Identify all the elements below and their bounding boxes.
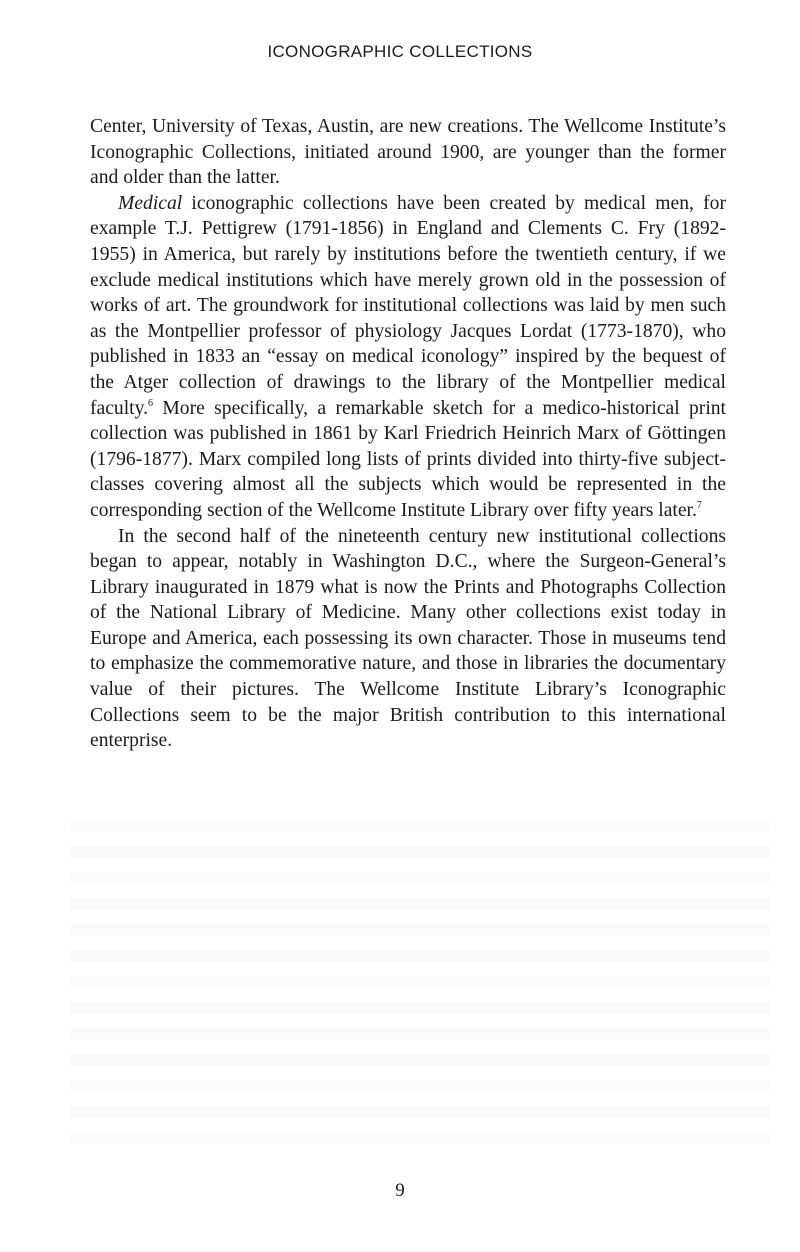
paragraph-3 bbox=[90, 524, 726, 754]
paragraph-1 bbox=[90, 114, 726, 191]
body-text bbox=[90, 114, 726, 754]
footnote-marker-6: 6 bbox=[148, 397, 154, 409]
page-number: 9 bbox=[395, 1180, 405, 1201]
paragraph-2-text-part-1: iconographic collections have been created by medical men, for example T.J. Pettigrew (1791-1856) in England and Clements C. Fry (1892-1955) in America, but rarely by institutions before the twentieth century, if we exclude medical institutions which have merely grown old in the possession of works of art. The groundwork for institutional collections was laid by men such as the Montpellier professor of physiology Jacques Lordat (1773-1870), who published in 1833 an “essay on medical iconology” inspired by the bequest of the Atger collection of drawings to the library of the Montpellier medical faculty. bbox=[90, 192, 726, 419]
running-header: ICONOGRAPHIC COLLECTIONS bbox=[267, 42, 533, 61]
paragraph-2 bbox=[90, 191, 726, 524]
paragraph-1-text: Center, University of Texas, Austin, are new creations. The Wellcome Institute’s Iconographic Collections, initiated around 1900, are younger than the former and older than the latter. bbox=[90, 116, 726, 189]
paragraph-3-text: In the second half of the nineteenth century new institutional collections began to appear, notably in Washington D.C., where the Surgeon-General’s Library inaugurated in 1879 what is now the Prints and Photographs Collection of the National Library of Medicine. Many other collections exist today in Europe and America, each possessing its own character. Those in museums tend to emphasize the commemorative nature, and those in libraries the documentary value of their pictures. The Wellcome Institute Library’s Iconographic Collections seem to be the major British contribution to this international enterprise. bbox=[90, 525, 726, 752]
paragraph-2-text-part-2: More specifically, a remarkable sketch for a medico-historical print collection was published in 1861 by Karl Friedrich Heinrich Marx of Göttingen (1796-1877). Marx compiled long lists of prints divided into thirty-five subject-classes covering almost all the subjects which would be represented in the corresponding section of the Wellcome Institute Library over fifty years later. bbox=[90, 397, 726, 521]
footnote-marker-7: 7 bbox=[696, 499, 702, 511]
paragraph-2-italic-lead: Medical bbox=[118, 192, 183, 214]
